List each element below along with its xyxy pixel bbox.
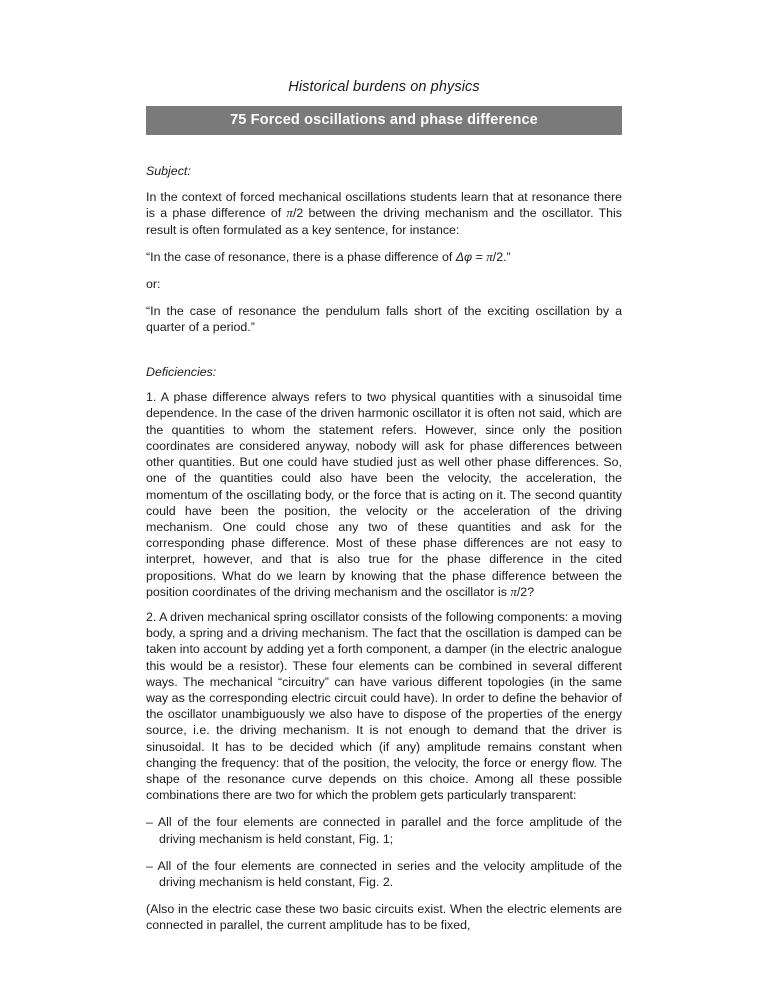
delta-phi-symbol: Δφ bbox=[455, 249, 473, 264]
quote-one-prefix: “In the case of resonance, there is a phase difference of bbox=[146, 249, 456, 264]
subject-intro-part1: In the context of forced mechanical oscillations students learn that at resonance there is a phase difference of bbox=[146, 190, 622, 221]
pi-symbol: π bbox=[286, 205, 293, 221]
quote-one-suffix: /2.” bbox=[492, 249, 511, 264]
deficiency-1-part1: 1. A phase difference always refers to two physical quantities with a sinusoidal time dependence. In the case of the driven harmonic oscillator it is often not said, which are the quantities to whom the statement refers. However, since only the position coordinates are considered anyway, nobody will ask for phase differences between other quantities. But one could have studied just as well other phase differences. So, one of the quantities could also have been the velocity, the acceleration, the momentum of the oscillating body, or the force that is acting on it. The second quantity could have been the position, the velocity or the acceleration of the driving mechanism. One could chose any two of these quantities and ask for the corresponding phase difference. Most of these phase differences are not easy to interpret, however, and that is also true for the phase difference in the cited propositions. What do we learn by knowing that the phase difference between the position coordinates of the driving mechanism and the oscillator is bbox=[146, 390, 622, 599]
subject-or-connector: or: bbox=[146, 276, 161, 291]
deficiency-item-2: 2. A driven mechanical spring oscillator consists of the following components: a moving body, a spring and a driving mechanism. The fact that the oscillation is damped can be taken into account by adding yet a forth component, a damper (in the electric analogue this would be a resistor). These four elements can be combined in several different ways. The mechanical “circuitry” can have various different topologies (in the same way as the corresponding electric circuit could have). In order to define the behavior of the oscillator unambiguously we also have to dispose of the properties of the energy source, i.e. the driving mechanism. It is not enough to demand that the driver is sinusoidal. It has to be decided which (if any) amplitude remains constant when changing the frequency: that of the position, the velocity, the force or energy flow. The shape of the resonance curve depends on this choice. Among all these possible combinations there are two for which the problem gets particularly transparent: bbox=[146, 609, 622, 803]
deficiency-1-part2: /2? bbox=[516, 584, 535, 599]
subject-quote-two: “In the case of resonance the pendulum falls short of the exciting oscillation by a quarter of a period.” bbox=[146, 304, 622, 335]
chapter-title-bar: 75 Forced oscillations and phase difference bbox=[146, 106, 622, 135]
section-label-deficiencies: Deficiencies: bbox=[146, 364, 217, 379]
subject-quote-one bbox=[146, 238, 622, 265]
list-item: – All of the four elements are connected in parallel and the force amplitude of the driving mechanism is held constant, Fig. 1; bbox=[146, 815, 622, 846]
deficiency-item-1 bbox=[146, 380, 622, 600]
pi-symbol: π bbox=[510, 583, 517, 599]
list-item: – All of the four elements are connected in series and the velocity amplitude of the driving mechanism is held constant, Fig. 2. bbox=[146, 858, 622, 889]
quote-one-equals: = bbox=[472, 249, 487, 264]
pi-symbol: π bbox=[486, 248, 493, 264]
section-label-subject: Subject: bbox=[146, 164, 191, 179]
deficiency-closing-paragraph: (Also in the electric case these two basic circuits exist. When the electric elements are connected in parallel, the current amplitude has to be fixed, bbox=[146, 902, 622, 933]
subject-intro-paragraph bbox=[146, 180, 622, 238]
subject-intro-part2: /2 between the driving mechanism and the oscillator. This result is often formulated as a key sentence, for instance: bbox=[146, 206, 622, 237]
page-content-column bbox=[146, 0, 622, 934]
running-head: Historical burdens on physics bbox=[288, 79, 480, 95]
